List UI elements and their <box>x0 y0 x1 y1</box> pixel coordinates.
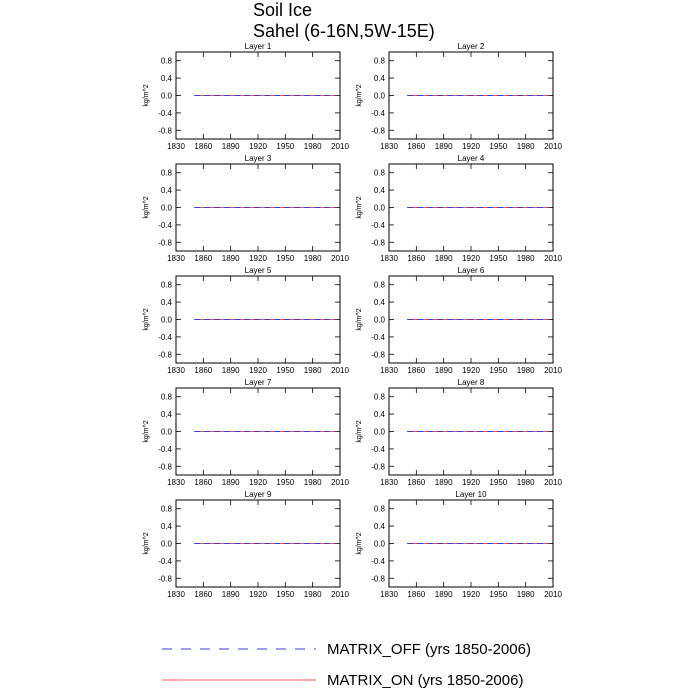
y-axis-label: kg/m^2 <box>143 84 150 107</box>
y-tick-label: 0.8 <box>160 504 172 514</box>
x-tick-label: 2010 <box>331 478 349 487</box>
panel-1 <box>143 42 349 151</box>
panel-5 <box>143 266 349 375</box>
x-tick-label: 1980 <box>303 254 322 263</box>
x-tick-label: 1980 <box>516 366 535 375</box>
y-tick-label: 0.4 <box>160 522 172 532</box>
x-tick-label: 1920 <box>249 478 267 487</box>
y-tick-label: -0.4 <box>158 332 172 342</box>
legend <box>162 641 531 689</box>
x-tick-label: 1830 <box>380 254 398 263</box>
x-tick-label: 1950 <box>276 590 295 599</box>
x-tick-label: 1950 <box>489 142 508 151</box>
panel-title: Layer 8 <box>457 378 485 387</box>
x-tick-label: 2010 <box>331 142 349 151</box>
x-tick-label: 1920 <box>249 366 267 375</box>
x-tick-label: 1920 <box>249 590 267 599</box>
y-axis-label: kg/m^2 <box>356 84 363 107</box>
figure-title: Soil Ice <box>253 0 313 20</box>
x-tick-label: 1860 <box>407 478 426 487</box>
y-tick-label: -0.4 <box>371 220 385 230</box>
panel-title: Layer 2 <box>457 42 485 51</box>
x-tick-label: 1890 <box>434 478 453 487</box>
x-tick-label: 1920 <box>462 142 480 151</box>
x-tick-label: 1890 <box>434 142 453 151</box>
x-tick-label: 1980 <box>516 142 535 151</box>
x-tick-label: 1950 <box>489 590 508 599</box>
y-tick-label: 0.8 <box>373 56 385 66</box>
x-tick-label: 1860 <box>194 478 213 487</box>
y-tick-label: 0.0 <box>160 91 172 101</box>
figure-subtitle: Sahel (6-16N,5W-15E) <box>253 21 435 41</box>
x-tick-label: 1920 <box>462 366 480 375</box>
x-tick-label: 1860 <box>407 254 426 263</box>
y-tick-label: 0.0 <box>373 203 385 213</box>
y-tick-label: 0.4 <box>373 410 385 420</box>
y-tick-label: -0.4 <box>158 220 172 230</box>
x-tick-label: 1980 <box>303 590 322 599</box>
y-tick-label: -0.4 <box>158 108 172 118</box>
panel-title: Layer 1 <box>244 42 272 51</box>
x-tick-label: 1860 <box>407 366 426 375</box>
y-tick-label: 0.0 <box>160 203 172 213</box>
y-tick-label: 0.0 <box>373 91 385 101</box>
y-tick-label: -0.4 <box>371 332 385 342</box>
y-tick-label: -0.8 <box>371 238 385 248</box>
legend-label: MATRIX_ON (yrs 1850-2006) <box>327 672 524 689</box>
x-tick-label: 1860 <box>194 590 213 599</box>
x-tick-label: 1860 <box>407 142 426 151</box>
panel-title: Layer 9 <box>244 490 272 499</box>
y-tick-label: 0.0 <box>373 315 385 325</box>
x-tick-label: 2010 <box>544 590 562 599</box>
x-tick-label: 2010 <box>544 366 562 375</box>
x-tick-label: 1890 <box>221 590 240 599</box>
panel-title: Layer 7 <box>244 378 272 387</box>
y-axis-label: kg/m^2 <box>356 196 363 219</box>
x-tick-label: 1860 <box>194 142 213 151</box>
y-tick-label: -0.8 <box>158 462 172 472</box>
y-tick-label: 0.4 <box>373 298 385 308</box>
x-tick-label: 2010 <box>544 478 562 487</box>
x-tick-label: 1860 <box>194 254 213 263</box>
panel-3 <box>143 154 349 263</box>
y-tick-label: -0.8 <box>158 574 172 584</box>
x-tick-label: 1950 <box>276 478 295 487</box>
x-tick-label: 1830 <box>380 590 398 599</box>
x-tick-label: 1890 <box>434 590 453 599</box>
y-tick-label: 0.8 <box>373 280 385 290</box>
x-tick-label: 1980 <box>303 142 322 151</box>
x-tick-label: 2010 <box>544 142 562 151</box>
y-tick-label: -0.8 <box>371 574 385 584</box>
x-tick-label: 2010 <box>331 366 349 375</box>
y-tick-label: 0.4 <box>373 186 385 196</box>
y-tick-label: -0.8 <box>158 350 172 360</box>
x-tick-label: 1950 <box>276 142 295 151</box>
panel-title: Layer 10 <box>455 490 487 499</box>
y-tick-label: -0.4 <box>158 444 172 454</box>
y-axis-label: kg/m^2 <box>143 532 150 555</box>
y-tick-label: 0.0 <box>160 315 172 325</box>
x-tick-label: 2010 <box>331 590 349 599</box>
y-tick-label: 0.4 <box>373 74 385 84</box>
y-tick-label: 0.8 <box>160 280 172 290</box>
x-tick-label: 1890 <box>434 366 453 375</box>
x-tick-label: 1830 <box>167 254 185 263</box>
y-tick-label: -0.8 <box>371 126 385 136</box>
panel-title: Layer 4 <box>457 154 485 163</box>
y-tick-label: -0.8 <box>371 350 385 360</box>
y-tick-label: 0.8 <box>160 168 172 178</box>
panel-title: Layer 3 <box>244 154 272 163</box>
y-tick-label: 0.0 <box>160 539 172 549</box>
x-tick-label: 1890 <box>221 478 240 487</box>
x-tick-label: 1890 <box>221 254 240 263</box>
x-tick-label: 1830 <box>167 478 185 487</box>
x-tick-label: 1890 <box>221 142 240 151</box>
y-tick-label: -0.4 <box>371 444 385 454</box>
x-tick-label: 1830 <box>380 478 398 487</box>
panel-6 <box>356 266 562 375</box>
x-tick-label: 1890 <box>434 254 453 263</box>
x-tick-label: 1860 <box>194 366 213 375</box>
y-tick-label: 0.4 <box>373 522 385 532</box>
x-tick-label: 1950 <box>489 254 508 263</box>
x-tick-label: 1920 <box>249 142 267 151</box>
x-tick-label: 1920 <box>462 478 480 487</box>
y-tick-label: 0.0 <box>160 427 172 437</box>
y-axis-label: kg/m^2 <box>356 420 363 443</box>
x-tick-label: 1980 <box>303 478 322 487</box>
panel-8 <box>356 378 562 487</box>
x-tick-label: 2010 <box>331 254 349 263</box>
y-axis-label: kg/m^2 <box>356 532 363 555</box>
y-tick-label: 0.4 <box>160 74 172 84</box>
x-tick-label: 1920 <box>462 590 480 599</box>
y-tick-label: -0.4 <box>371 108 385 118</box>
y-axis-label: kg/m^2 <box>356 308 363 331</box>
y-tick-label: -0.8 <box>158 238 172 248</box>
y-tick-label: 0.8 <box>373 504 385 514</box>
x-tick-label: 1830 <box>167 142 185 151</box>
x-tick-label: 1950 <box>489 366 508 375</box>
x-tick-label: 1860 <box>407 590 426 599</box>
x-tick-label: 1920 <box>249 254 267 263</box>
x-tick-label: 2010 <box>544 254 562 263</box>
x-tick-label: 1980 <box>516 590 535 599</box>
panel-7 <box>143 378 349 487</box>
y-tick-label: -0.8 <box>371 462 385 472</box>
y-tick-label: -0.4 <box>158 556 172 566</box>
x-tick-label: 1890 <box>221 366 240 375</box>
y-axis-label: kg/m^2 <box>143 196 150 219</box>
x-tick-label: 1980 <box>303 366 322 375</box>
y-tick-label: 0.8 <box>373 168 385 178</box>
x-tick-label: 1830 <box>167 366 185 375</box>
y-tick-label: 0.0 <box>373 427 385 437</box>
x-tick-label: 1950 <box>489 478 508 487</box>
x-tick-label: 1950 <box>276 366 295 375</box>
legend-label: MATRIX_OFF (yrs 1850-2006) <box>327 641 531 658</box>
x-tick-label: 1980 <box>516 478 535 487</box>
y-axis-label: kg/m^2 <box>143 308 150 331</box>
panel-2 <box>356 42 562 151</box>
y-tick-label: -0.4 <box>371 556 385 566</box>
panel-9 <box>143 490 349 599</box>
panel-10 <box>356 490 562 599</box>
y-tick-label: 0.8 <box>160 392 172 402</box>
x-tick-label: 1830 <box>380 366 398 375</box>
panel-4 <box>356 154 562 263</box>
y-axis-label: kg/m^2 <box>143 420 150 443</box>
y-tick-label: 0.0 <box>373 539 385 549</box>
y-tick-label: 0.4 <box>160 410 172 420</box>
y-tick-label: 0.4 <box>160 298 172 308</box>
x-tick-label: 1830 <box>380 142 398 151</box>
panel-title: Layer 6 <box>457 266 485 275</box>
y-tick-label: 0.8 <box>373 392 385 402</box>
x-tick-label: 1830 <box>167 590 185 599</box>
x-tick-label: 1920 <box>462 254 480 263</box>
y-tick-label: -0.8 <box>158 126 172 136</box>
x-tick-label: 1950 <box>276 254 295 263</box>
y-tick-label: 0.8 <box>160 56 172 66</box>
y-tick-label: 0.4 <box>160 186 172 196</box>
x-tick-label: 1980 <box>516 254 535 263</box>
panel-title: Layer 5 <box>244 266 272 275</box>
